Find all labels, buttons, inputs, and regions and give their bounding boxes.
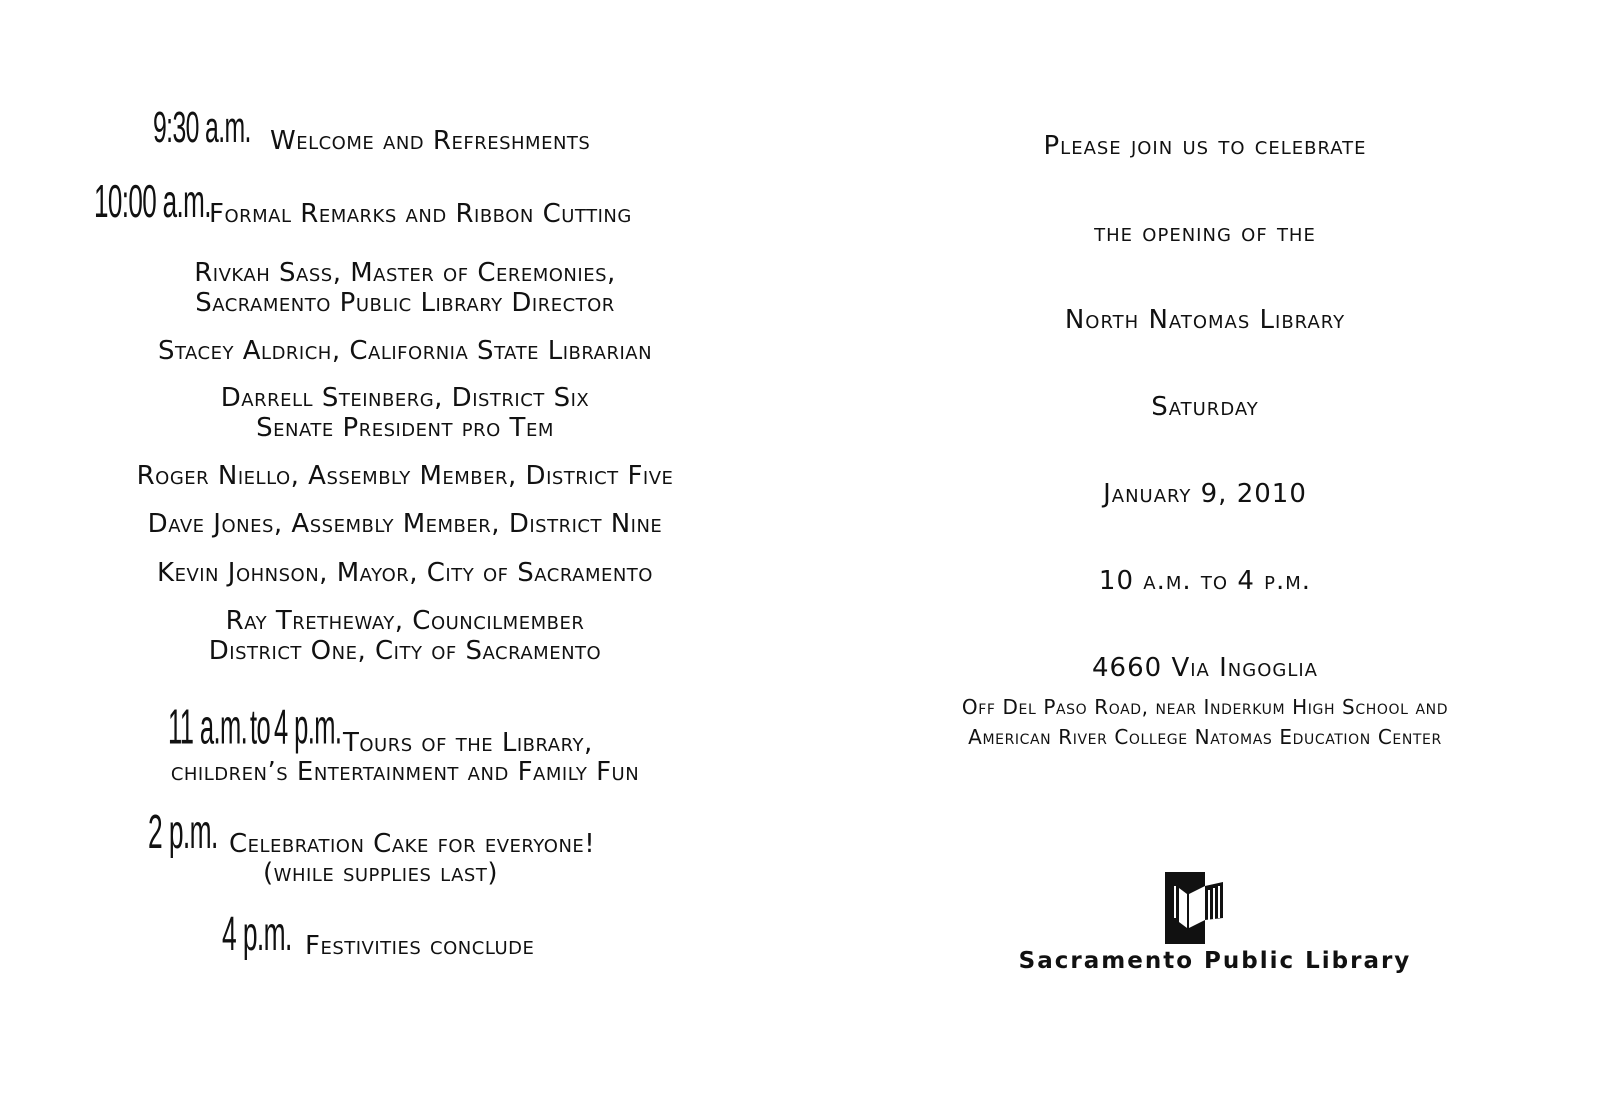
speaker-line: Rivkah Sass, Master of Ceremonies, — [194, 258, 616, 288]
speaker-item — [90, 383, 720, 443]
invitation-line-2: the opening of the — [1094, 218, 1316, 248]
schedule-time-tours-end: 4 p.m. — [274, 700, 342, 755]
schedule-text-tours-2: children’s Entertainment and Family Fun — [170, 757, 640, 787]
invitation-directions-line-1: Off Del Paso Road, near Inderkum High School and — [961, 695, 1449, 719]
speaker-line: Stacey Aldrich, California State Librarian — [157, 336, 653, 366]
speaker-item — [90, 258, 720, 318]
schedule-time-tours-mid: to — [250, 700, 271, 755]
invitation-day: Saturday — [1151, 392, 1259, 422]
speaker-line: District One, City of Sacramento — [208, 636, 602, 666]
invitation-library-name: North Natomas Library — [1064, 305, 1346, 335]
library-book-icon — [1165, 872, 1227, 944]
invitation-date: January 9, 2010 — [1103, 479, 1307, 509]
invitation-directions-line-2: American River College Natomas Education Center — [968, 725, 1442, 749]
schedule-text-remarks: Formal Remarks and Ribbon Cutting — [209, 199, 632, 229]
speaker-item — [90, 558, 720, 588]
speaker-item — [90, 509, 720, 539]
schedule-text-tours: Tours of the Library, — [343, 728, 593, 758]
speaker-line: Sacramento Public Library Director — [195, 288, 615, 318]
speaker-item — [90, 461, 720, 491]
schedule-time-cake: 2 p.m. — [148, 805, 218, 859]
invitation-hours: 10 a.m. to 4 p.m. — [1098, 566, 1312, 596]
library-logo-name: Sacramento Public Library — [1018, 948, 1412, 974]
speaker-line: Darrell Steinberg, District Six — [220, 383, 590, 413]
schedule-text-conclude: Festivities conclude — [305, 931, 535, 961]
speaker-item — [90, 336, 720, 366]
speaker-line: Ray Tretheway, Councilmember — [225, 606, 585, 636]
schedule-text-cake: Celebration Cake for everyone! — [229, 829, 596, 859]
speaker-line: Roger Niello, Assembly Member, District Five — [136, 461, 674, 491]
invitation-line-1: Please join us to celebrate — [1043, 131, 1367, 161]
invitation-directions — [880, 692, 1530, 752]
speaker-line: Senate President pro Tem — [256, 413, 554, 443]
schedule-time-tours-start: 11 a.m. — [168, 700, 248, 755]
speaker-line: Kevin Johnson, Mayor, City of Sacramento — [157, 558, 653, 588]
speaker-item — [90, 606, 720, 666]
schedule-text-welcome: Welcome and Refreshments — [270, 126, 591, 156]
schedule-text-cake-2: (while supplies last) — [263, 858, 498, 888]
schedule-time-welcome: 9:30 a.m. — [153, 103, 251, 152]
schedule-time-conclude: 4 p.m. — [222, 907, 292, 961]
invitation-address: 4660 Via Ingoglia — [1092, 653, 1318, 683]
speaker-line: Dave Jones, Assembly Member, District Nine — [147, 509, 663, 539]
schedule-time-remarks: 10:00 a.m. — [94, 175, 211, 227]
